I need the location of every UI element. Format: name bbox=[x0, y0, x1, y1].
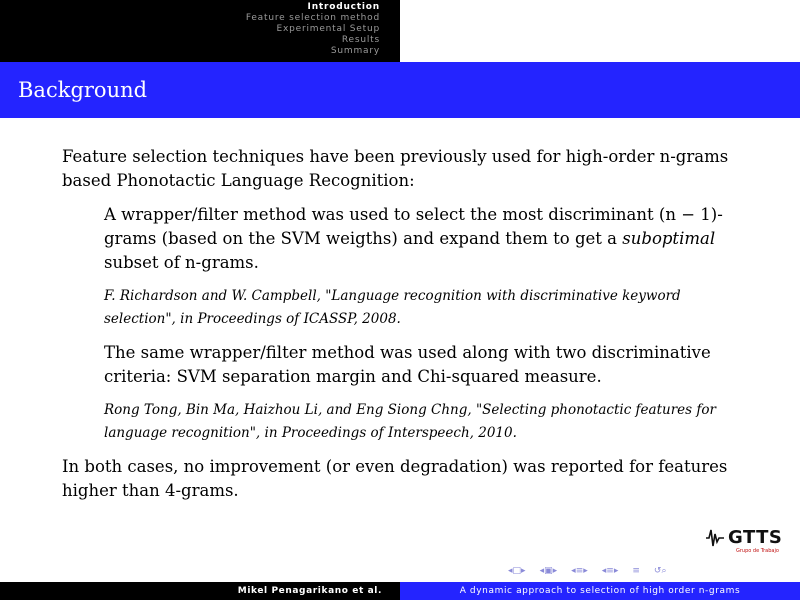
nav-section-icon: ≡ bbox=[606, 566, 614, 576]
slide-content bbox=[62, 145, 732, 503]
nav-item-feature-selection[interactable]: Feature selection method bbox=[245, 13, 380, 23]
nav-prev-slide-icon[interactable]: ◂ bbox=[508, 566, 513, 576]
nav-prev-subsection-icon[interactable]: ◂ bbox=[571, 566, 576, 576]
nav-align-icon[interactable]: ≡ bbox=[632, 566, 640, 576]
nav-slide-icon: □ bbox=[512, 566, 522, 576]
logo-subtext: Grupo de Trabajo bbox=[736, 548, 779, 554]
footer-author: Mikel Penagarikano et al. bbox=[0, 582, 400, 600]
logo-text: GTTS bbox=[728, 527, 783, 548]
intro-text: Feature selection techniques have been previously used for high-order n-grams based Phonotactic Language Recognition: bbox=[62, 147, 729, 190]
nav-section-group bbox=[602, 566, 619, 576]
beamer-navigation-symbols bbox=[508, 566, 667, 576]
nav-subsection-group bbox=[571, 566, 588, 576]
reference-1: F. Richardson and W. Campbell, "Language recognition with discriminative keyword selection", in Proceedings of ICASSP, 2008. bbox=[104, 288, 681, 327]
nav-item-results[interactable]: Results bbox=[341, 35, 380, 45]
nav-frame-group bbox=[540, 566, 558, 576]
point-1-text bbox=[104, 203, 732, 275]
nav-next-subsection-icon[interactable]: ▸ bbox=[583, 566, 588, 576]
point-1-suffix: subset of n-grams. bbox=[104, 253, 259, 272]
nav-slide-group bbox=[508, 566, 526, 576]
footer bbox=[0, 582, 800, 600]
conclusion-text: In both cases, no improvement (or even degradation) was reported for features higher than 4-grams. bbox=[62, 457, 728, 500]
nav-item-summary[interactable]: Summary bbox=[330, 46, 380, 56]
frame-title-bar bbox=[0, 62, 800, 118]
reference-2: Rong Tong, Bin Ma, Haizhou Li, and Eng Siong Chng, "Selecting phonotactic features for language recognition", in Proceedings of Interspeech, 2010. bbox=[104, 402, 716, 441]
nav-item-introduction[interactable]: Introduction bbox=[307, 2, 380, 12]
gtts-logo bbox=[706, 524, 794, 558]
nav-frame-icon: ▣ bbox=[544, 566, 553, 576]
nav-item-experimental-setup[interactable]: Experimental Setup bbox=[276, 24, 380, 34]
nav-prev-frame-icon[interactable]: ◂ bbox=[539, 566, 545, 576]
footer-talk-title: A dynamic approach to selection of high order n-grams bbox=[400, 582, 800, 600]
point-1-emphasis: suboptimal bbox=[622, 229, 716, 248]
nav-next-slide-icon[interactable]: ▸ bbox=[521, 566, 526, 576]
point-2-text: The same wrapper/filter method was used along with two discriminative criteria: SVM separation margin and Chi-squared measure. bbox=[104, 343, 711, 386]
nav-prev-section-icon[interactable]: ◂ bbox=[601, 566, 607, 576]
section-list bbox=[246, 2, 380, 57]
section-navigation bbox=[0, 0, 400, 62]
nav-search-icon[interactable]: ↺⌕ bbox=[653, 566, 667, 576]
waveform-icon bbox=[706, 526, 728, 550]
nav-next-frame-icon[interactable]: ▸ bbox=[552, 566, 558, 576]
point-1-prefix: A wrapper/filter method was used to select the most discriminant (n − 1)-grams (based on the SVM weigths) and expand them to get a bbox=[104, 205, 723, 248]
nav-next-section-icon[interactable]: ▸ bbox=[613, 566, 619, 576]
nav-subsection-icon: ≡ bbox=[575, 566, 584, 576]
frame-title: Background bbox=[18, 78, 148, 102]
